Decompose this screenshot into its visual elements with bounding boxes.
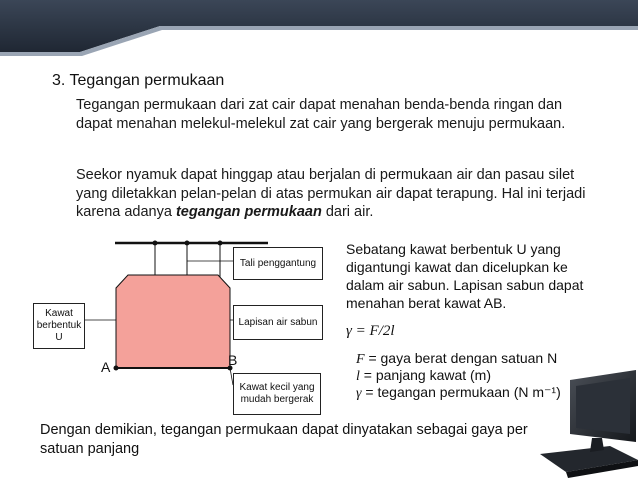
paragraph-1: Tegangan permukaan dari zat cair dapat menahan benda-benda ringan dan dapat menahan melekul-melekul zat cair yang bergerak menuju permukaan.	[76, 97, 566, 132]
formula-l-symbol: l	[356, 369, 360, 384]
point-b-label: B	[228, 352, 238, 368]
paragraph-2	[76, 166, 596, 222]
label-kawat-berbentuk-u: Kawat berbentuk U	[33, 303, 85, 349]
formula-l-text: = panjang kawat (m)	[359, 367, 492, 383]
formula-rhs: = F/2l	[351, 323, 395, 339]
soap-film	[116, 275, 230, 368]
formula-gamma2-symbol: γ	[356, 386, 362, 401]
formula-f-symbol: F	[356, 352, 365, 367]
footer-conclusion: Dengan demikian, tegangan permukaan dapat dinyatakan sebagai gaya per satuan panjang	[40, 422, 528, 457]
paragraph-2-emphasis: tegangan permukaan	[175, 204, 322, 220]
paragraph-2-end: dari air.	[321, 204, 374, 220]
formula-line-gamma	[356, 383, 561, 403]
label-kawat-kecil: Kawat kecil yang mudah bergerak	[233, 373, 321, 415]
section-title: 3. Tegangan permukaan	[52, 72, 225, 89]
formula-gamma2-text: = tegangan permukaan (N m⁻¹)	[361, 384, 561, 400]
paragraph-2-start: Seekor nyamuk dapat hinggap atau berjalan di permukaan air dan pasau silet yang diletakkan pelan-pelan di atas permukan air dapat terapung. Hal ini terjadi karena adanya	[76, 167, 586, 220]
label-tali-penggantung: Tali penggantung	[233, 247, 323, 280]
computer-monitor-icon	[540, 368, 638, 479]
right-description: Sebatang kawat berbentuk U yang digantungi kawat dan dicelupkan ke dalam air sabun. Lapisan sabun dapat menahan berat kawat AB.	[346, 241, 584, 311]
point-a-label: A	[101, 359, 111, 375]
formula-main	[346, 322, 395, 340]
header-banner	[0, 0, 638, 60]
formula-f-text: = gaya berat dengan satuan N	[364, 350, 558, 366]
formula-gamma-symbol: γ	[346, 323, 352, 339]
label-lapisan-air-sabun: Lapisan air sabun	[233, 305, 323, 340]
